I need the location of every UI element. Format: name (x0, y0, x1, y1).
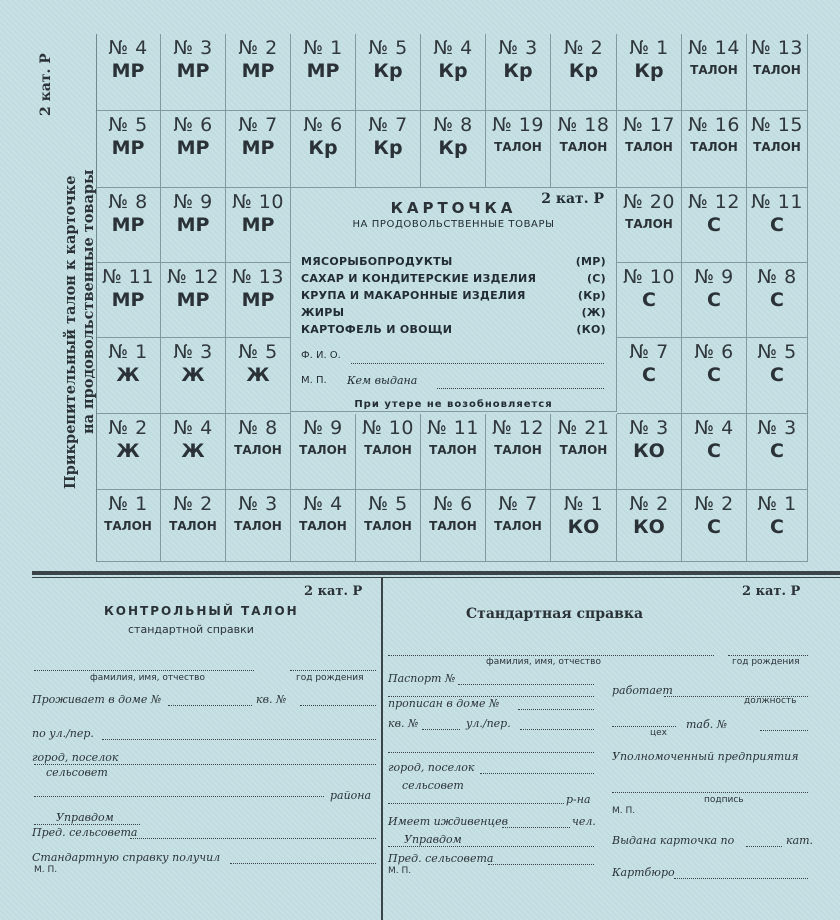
control-received-label: Стандартную справку получил (32, 851, 221, 864)
coupon-number: № 6 (433, 493, 473, 515)
coupon-number: № 10 (232, 191, 284, 213)
standard-city-line (480, 773, 594, 774)
side-label-line2: на продовольственные товары (80, 169, 97, 434)
coupon-code: ТАЛОН (559, 140, 608, 154)
fio-label: Ф. И. О. (301, 350, 341, 361)
standard-tab-label: таб. № (686, 718, 728, 731)
coupon-number: № 9 (694, 266, 734, 288)
coupon-code: С (770, 440, 784, 462)
standard-issued-card-line (746, 846, 782, 847)
coupon-code: ТАЛОН (104, 519, 152, 533)
standard-fio-caption: фамилия, имя, отчество (486, 657, 601, 667)
coupon-code: МР (111, 137, 145, 159)
coupon-code: Кр (373, 60, 403, 82)
control-fio-line (34, 670, 254, 671)
coupon-code: ТАЛОН (690, 63, 738, 77)
coupon-code: С (770, 364, 784, 386)
coupon-number: № 2 (238, 37, 278, 59)
coupon-code: ТАЛОН (169, 519, 217, 533)
coupon-number: № 10 (623, 266, 675, 288)
coupon-code: МР (306, 60, 340, 82)
coupon-number: № 2 (694, 493, 734, 515)
coupon-number: № 6 (303, 114, 343, 136)
coupon-code: Ж (181, 440, 205, 462)
standard-bureau-label: Картбюро (612, 866, 675, 879)
control-council-label: сельсовет (46, 766, 108, 779)
coupon-number: № 6 (173, 114, 213, 136)
coupon-code: С (642, 289, 656, 311)
standard-tab-line (760, 730, 808, 731)
section-divider (381, 578, 383, 920)
standard-street-line (520, 729, 594, 730)
standard-cat-label: кат. (786, 834, 814, 847)
control-district-line (34, 796, 324, 797)
product-line: МЯСОРЫБОПРОДУКТЫ (МР) (301, 255, 606, 268)
coupon-number: № 14 (688, 37, 740, 59)
standard-authorized-label: Уполномоченный предприятия (612, 750, 799, 763)
tear-line-thin (32, 577, 840, 578)
coupon-number: № 5 (757, 341, 797, 363)
coupon-code: Ж (116, 364, 140, 386)
coupon-number: № 12 (492, 417, 544, 439)
coupon-number: № 3 (629, 417, 669, 439)
coupon-number: № 7 (368, 114, 408, 136)
coupon-number: № 8 (757, 266, 797, 288)
standard-apt-line (422, 729, 460, 730)
coupon-code: С (770, 289, 784, 311)
control-house-line (168, 705, 252, 706)
coupon-code: ТАЛОН (429, 443, 477, 457)
card-subtitle: НА ПРОДОВОЛЬСТВЕННЫЕ ТОВАРЫ (352, 219, 555, 230)
coupon-code: С (707, 364, 721, 386)
control-manager-label: Управдом (56, 811, 114, 824)
coupon-code: МР (176, 137, 210, 159)
coupon-number: № 2 (629, 493, 669, 515)
coupon-code: Кр (503, 60, 533, 82)
control-manager-line (34, 824, 140, 825)
coupon-code: ТАЛОН (625, 217, 673, 231)
control-fio-caption: фамилия, имя, отчество (90, 673, 205, 683)
coupon-code: КО (567, 516, 600, 538)
coupon-code: МР (176, 214, 210, 236)
coupon-code: Ж (246, 364, 270, 386)
coupon-code: С (707, 289, 721, 311)
coupon-code: ТАЛОН (753, 140, 801, 154)
mp-label: М. П. (301, 375, 327, 386)
coupon-code: МР (241, 137, 275, 159)
coupon-number: № 4 (694, 417, 734, 439)
tear-line (32, 571, 840, 575)
control-subtitle: стандартной справки (128, 623, 254, 636)
coupon-code: МР (241, 214, 275, 236)
coupon-number: № 4 (303, 493, 343, 515)
coupon-number: № 8 (433, 114, 473, 136)
card-warning: При утере не возобновляется (354, 399, 553, 410)
side-label-line1: Прикрепительный талон к карточке (62, 175, 79, 489)
coupon-code: Ж (116, 440, 140, 462)
standard-manager-label: Управдом (404, 833, 462, 846)
coupon-code: Кр (438, 60, 468, 82)
control-mp: М. П. (34, 865, 58, 875)
fio-line (351, 363, 604, 364)
coupon-code: Ж (181, 364, 205, 386)
coupon-number: № 15 (751, 114, 803, 136)
coupon-code: МР (241, 60, 275, 82)
standard-shop-caption: цех (650, 728, 667, 738)
coupon-number: № 12 (688, 191, 740, 213)
coupon-code: ТАЛОН (625, 140, 673, 154)
standard-mp: М. П. (388, 866, 412, 876)
coupon-number: № 19 (492, 114, 544, 136)
coupon-code: Кр (568, 60, 599, 82)
coupon-number: № 16 (688, 114, 740, 136)
standard-passport-label: Паспорт № (388, 672, 456, 685)
standard-birth-caption: год рождения (732, 657, 800, 667)
coupon-number: № 3 (173, 341, 213, 363)
coupon-number: № 9 (303, 417, 343, 439)
coupon-number: № 2 (563, 37, 604, 59)
coupon-number: № 3 (173, 37, 213, 59)
coupon-code: МР (111, 214, 145, 236)
standard-dependents-line (502, 827, 570, 828)
coupon-code: МР (176, 289, 210, 311)
coupon-code: Кр (634, 60, 664, 82)
coupon-code: ТАЛОН (690, 140, 738, 154)
coupon-code: ТАЛОН (494, 519, 542, 533)
standard-chair-line (488, 864, 594, 865)
standard-shop-line (612, 726, 676, 727)
coupon-code: ТАЛОН (299, 519, 347, 533)
control-district-label: района (330, 789, 372, 802)
coupon-code: ТАЛОН (299, 443, 347, 457)
issued-line (437, 388, 604, 389)
coupon-code: С (770, 214, 784, 236)
coupon-number: № 2 (173, 493, 213, 515)
coupon-code: С (707, 440, 721, 462)
standard-council-label: сельсовет (402, 779, 464, 792)
coupon-number: № 21 (557, 417, 610, 439)
standard-persons-label: чел. (572, 815, 596, 828)
standard-signature-line (612, 792, 808, 793)
coupon-code: ТАЛОН (364, 443, 412, 457)
coupon-code: Кр (308, 137, 338, 159)
control-street-label: по ул./пер. (32, 727, 94, 740)
standard-mp2: М. П. (612, 806, 636, 816)
control-chair-line (130, 838, 376, 839)
coupon-code: ТАЛОН (234, 443, 282, 457)
product-line: КАРТОФЕЛЬ И ОВОЩИ (КО) (301, 323, 606, 336)
standard-city-label: город, поселок (388, 761, 475, 774)
coupon-number: № 4 (108, 37, 148, 59)
product-line: КРУПА И МАКАРОННЫЕ ИЗДЕЛИЯ (Кр) (301, 289, 606, 302)
coupon-number: № 5 (108, 114, 148, 136)
coupon-number: № 11 (427, 417, 479, 439)
coupon-number: № 7 (629, 341, 669, 363)
card-category: 2 кат. Р (541, 191, 604, 207)
standard-chair-label: Пред. сельсовета (388, 852, 494, 865)
coupon-number: № 2 (108, 417, 148, 439)
coupon-code: КО (633, 516, 665, 538)
coupon-number: № 7 (498, 493, 538, 515)
coupon-code: С (707, 214, 721, 236)
coupon-number: № 1 (108, 341, 148, 363)
control-received-line (230, 863, 376, 864)
control-chair-label: Пред. сельсовета (32, 826, 138, 839)
card-title: КАРТОЧКА (390, 199, 517, 217)
coupon-number: № 4 (173, 417, 213, 439)
standard-apt-label: кв. № (388, 717, 419, 730)
coupon-number: № 17 (623, 114, 675, 136)
control-lives-label: Проживает в доме № (32, 693, 162, 706)
coupon-number: № 3 (238, 493, 278, 515)
product-line: ЖИРЫ (Ж) (301, 306, 606, 319)
standard-works-label: работает (612, 684, 673, 697)
coupon-number: № 8 (238, 417, 278, 439)
coupon-number: № 1 (629, 37, 669, 59)
coupon-number: № 4 (433, 37, 473, 59)
coupon-number: № 6 (694, 341, 734, 363)
coupon-number: № 1 (757, 493, 797, 515)
coupon-number: № 1 (303, 37, 343, 59)
coupon-code: ТАЛОН (753, 63, 801, 77)
control-city-label: город, поселок (32, 751, 119, 764)
standard-category: 2 кат. Р (742, 584, 801, 599)
standard-fio-line (388, 655, 714, 656)
standard-manager-line (388, 846, 594, 847)
coupon-number: № 11 (102, 266, 154, 288)
coupon-code: ТАЛОН (429, 519, 477, 533)
coupon-code: С (707, 516, 721, 538)
standard-birth-line (728, 655, 808, 656)
control-category: 2 кат. Р (304, 584, 363, 599)
coupon-code: С (770, 516, 784, 538)
control-city-line (34, 764, 376, 765)
coupon-code: ТАЛОН (494, 140, 542, 154)
coupon-number: № 7 (238, 114, 278, 136)
standard-signature-caption: подпись (704, 795, 744, 805)
standard-street-label: ул./пер. (466, 717, 511, 730)
control-title: КОНТРОЛЬНЫЙ ТАЛОН (104, 604, 299, 618)
coupon-number: № 5 (368, 493, 408, 515)
coupon-number: № 9 (173, 191, 213, 213)
side-category: 2 кат. Р (38, 53, 54, 116)
coupon-code: ТАЛОН (494, 443, 542, 457)
standard-district-line (388, 803, 564, 804)
control-street-line (102, 739, 376, 740)
standard-registered-line (518, 709, 594, 710)
control-apt-line (300, 705, 376, 706)
food-card-panel (291, 189, 617, 412)
coupon-number: № 12 (167, 266, 219, 288)
coupon-number: № 5 (368, 37, 408, 59)
coupon-code: ТАЛОН (559, 443, 608, 457)
standard-dependents-label: Имеет иждивенцев (388, 815, 509, 828)
coupon-code: Кр (373, 137, 403, 159)
coupon-number: № 8 (108, 191, 148, 213)
coupon-code: ТАЛОН (364, 519, 412, 533)
standard-street-line2 (388, 752, 594, 753)
standard-bureau-line (674, 878, 808, 879)
coupon-code: КО (633, 440, 665, 462)
coupon-number: № 1 (563, 493, 604, 515)
control-apt-label: кв. № (256, 693, 287, 706)
product-line: САХАР И КОНДИТЕРСКИЕ ИЗДЕЛИЯ (С) (301, 272, 606, 285)
issued-by-label: Кем выдана (347, 374, 418, 387)
standard-passport-line (458, 684, 594, 685)
coupon-code: МР (241, 289, 275, 311)
coupon-code: МР (111, 60, 145, 82)
control-birth-line (290, 670, 376, 671)
coupon-number: № 13 (751, 37, 803, 59)
coupon-number: № 10 (362, 417, 414, 439)
coupon-code: МР (176, 60, 210, 82)
coupon-number: № 11 (751, 191, 803, 213)
standard-issued-card-label: Выдана карточка по (612, 834, 735, 847)
coupon-number: № 5 (238, 341, 278, 363)
standard-position-caption: должность (744, 696, 797, 706)
coupon-number: № 20 (623, 191, 675, 213)
coupon-number: № 13 (232, 266, 284, 288)
coupon-number: № 3 (498, 37, 538, 59)
control-birth-caption: год рождения (296, 673, 364, 683)
coupon-number: № 1 (108, 493, 148, 515)
standard-registered-label: прописан в доме № (388, 697, 500, 710)
coupon-number: № 18 (557, 114, 610, 136)
standard-district-label: р-на (566, 793, 591, 806)
coupon-code: ТАЛОН (234, 519, 282, 533)
coupon-code: С (642, 364, 656, 386)
coupon-code: Кр (438, 137, 468, 159)
coupon-code: МР (111, 289, 145, 311)
coupon-number: № 3 (757, 417, 797, 439)
attachment-coupon-label (14, 24, 97, 564)
standard-title: Стандартная справка (466, 606, 644, 622)
